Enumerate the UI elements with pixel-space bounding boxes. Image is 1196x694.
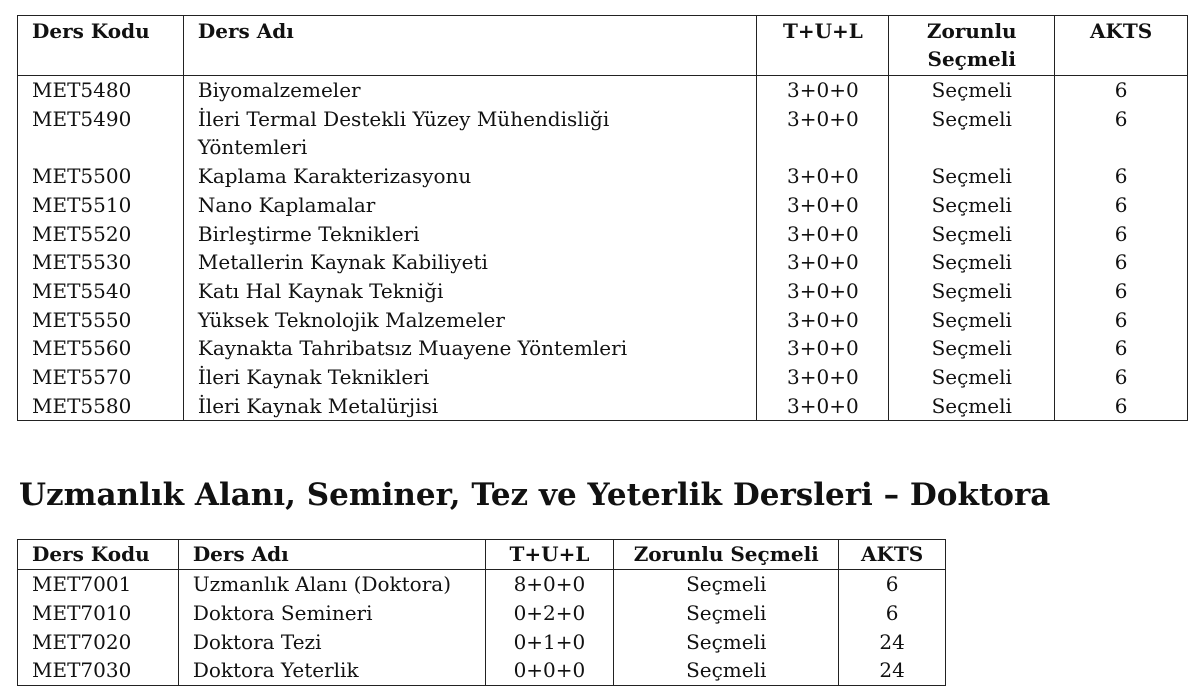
- course-tul: 3+0+0: [757, 392, 889, 421]
- course-code: MET5570: [18, 363, 184, 392]
- section-title: Uzmanlık Alanı, Seminer, Tez ve Yeterlik Dersleri – Doktora: [19, 477, 1051, 513]
- course-name-line2: Yöntemleri: [197, 135, 308, 160]
- course-name: [183, 76, 757, 105]
- course-type: Seçmeli: [889, 334, 1055, 363]
- course-name-line1: İleri Kaynak Metalürjisi: [197, 393, 439, 418]
- table-header-row: [18, 540, 946, 570]
- course-tul: 0+2+0: [485, 599, 614, 628]
- course-name: [183, 191, 757, 220]
- table-row: [18, 162, 1188, 191]
- course-ects: 6: [1055, 306, 1188, 335]
- course-name-line1: İleri Termal Destekli Yüzey Mühendisliği: [197, 106, 610, 131]
- header-course-type: Zorunlu Seçmeli: [614, 540, 839, 570]
- course-name-line1: Biyomalzemeler: [197, 78, 361, 102]
- course-name-line1: İleri Kaynak Teknikleri: [197, 365, 430, 390]
- course-type: Seçmeli: [889, 191, 1055, 220]
- course-name: [183, 363, 757, 392]
- header-course-code: Ders Kodu: [18, 16, 184, 76]
- course-type: Seçmeli: [889, 76, 1055, 105]
- course-tul: 0+0+0: [485, 656, 614, 685]
- course-name: [183, 392, 757, 421]
- course-ects: 6: [1055, 76, 1188, 105]
- course-code: MET7010: [18, 599, 179, 628]
- course-type: Seçmeli: [614, 599, 839, 628]
- course-type: Seçmeli: [889, 248, 1055, 277]
- course-name-line1: Nano Kaplamalar: [197, 192, 376, 217]
- course-tul: 3+0+0: [757, 220, 889, 249]
- course-name: [183, 248, 757, 277]
- header-type-line1: Zorunlu: [926, 19, 1017, 43]
- header-ects: AKTS: [1055, 16, 1188, 76]
- table-row: [18, 306, 1188, 335]
- course-code: MET5480: [18, 76, 184, 105]
- course-name: [183, 220, 757, 249]
- course-type: Seçmeli: [889, 220, 1055, 249]
- course-name: Doktora Semineri: [178, 599, 485, 628]
- course-type: Seçmeli: [614, 570, 839, 599]
- elective-courses-table: [17, 15, 1188, 421]
- course-ects: 6: [1055, 220, 1188, 249]
- table-body: [18, 76, 1188, 421]
- course-type: Seçmeli: [614, 628, 839, 657]
- header-course-code: Ders Kodu: [18, 540, 179, 570]
- course-code: MET5490: [18, 105, 184, 162]
- course-name-line1: Birleştirme Teknikleri: [197, 221, 420, 246]
- table-row: [18, 105, 1188, 162]
- course-tul: 3+0+0: [757, 363, 889, 392]
- course-type: Seçmeli: [889, 105, 1055, 162]
- course-name-line1: Yüksek Teknolojik Malzemeler: [197, 307, 505, 332]
- course-tul: 3+0+0: [757, 105, 889, 162]
- course-type: Seçmeli: [614, 656, 839, 685]
- header-tul: T+U+L: [757, 16, 889, 76]
- header-type-line2: Seçmeli: [927, 47, 1016, 71]
- course-tul: 8+0+0: [485, 570, 614, 599]
- course-name: Doktora Yeterlik: [178, 656, 485, 685]
- table-row: [18, 220, 1188, 249]
- doctoral-courses-table: [17, 539, 946, 686]
- course-code: MET5560: [18, 334, 184, 363]
- course-name: [183, 162, 757, 191]
- table-row: [18, 191, 1188, 220]
- course-ects: 6: [1055, 363, 1188, 392]
- header-course-type: [889, 16, 1055, 76]
- header-tul: T+U+L: [485, 540, 614, 570]
- course-type: Seçmeli: [889, 363, 1055, 392]
- course-tul: 3+0+0: [757, 76, 889, 105]
- table-row: [18, 628, 946, 657]
- table-header-row: [18, 16, 1188, 76]
- course-code: MET5500: [18, 162, 184, 191]
- course-name: [183, 105, 757, 162]
- course-name-line1: Metallerin Kaynak Kabiliyeti: [197, 250, 488, 275]
- table-row: [18, 570, 946, 599]
- course-tul: 3+0+0: [757, 306, 889, 335]
- course-ects: 6: [839, 599, 946, 628]
- course-name: Uzmanlık Alanı (Doktora): [178, 570, 485, 599]
- course-tul: 3+0+0: [757, 162, 889, 191]
- course-name: [183, 334, 757, 363]
- course-type: Seçmeli: [889, 162, 1055, 191]
- course-name-line1: Kaplama Karakterizasyonu: [197, 164, 472, 189]
- header-course-name: Ders Adı: [178, 540, 485, 570]
- course-code: MET7020: [18, 628, 179, 657]
- course-name: [183, 277, 757, 306]
- course-name: [183, 306, 757, 335]
- course-type: Seçmeli: [889, 306, 1055, 335]
- course-code: MET5580: [18, 392, 184, 421]
- course-tul: 3+0+0: [757, 248, 889, 277]
- course-ects: 6: [1055, 191, 1188, 220]
- table-row: [18, 76, 1188, 105]
- course-code: MET5510: [18, 191, 184, 220]
- course-code: MET5530: [18, 248, 184, 277]
- course-ects: 6: [1055, 248, 1188, 277]
- course-name-line1: Katı Hal Kaynak Tekniği: [197, 278, 444, 303]
- header-course-name: Ders Adı: [183, 16, 757, 76]
- table-row: [18, 363, 1188, 392]
- course-tul: 3+0+0: [757, 191, 889, 220]
- table-row: [18, 277, 1188, 306]
- course-type: Seçmeli: [889, 392, 1055, 421]
- course-ects: 24: [839, 656, 946, 685]
- course-code: MET5550: [18, 306, 184, 335]
- course-code: MET5520: [18, 220, 184, 249]
- table-row: [18, 656, 946, 685]
- course-tul: 3+0+0: [757, 334, 889, 363]
- table-body: [18, 570, 946, 686]
- course-name-line1: Kaynakta Tahribatsız Muayene Yöntemleri: [197, 336, 628, 361]
- course-code: MET7030: [18, 656, 179, 685]
- course-ects: 6: [1055, 392, 1188, 421]
- course-ects: 6: [1055, 105, 1188, 162]
- course-ects: 6: [839, 570, 946, 599]
- course-ects: 6: [1055, 277, 1188, 306]
- table-row: [18, 248, 1188, 277]
- course-tul: 0+1+0: [485, 628, 614, 657]
- course-ects: 6: [1055, 162, 1188, 191]
- table-row: [18, 599, 946, 628]
- course-tul: 3+0+0: [757, 277, 889, 306]
- table-row: [18, 334, 1188, 363]
- course-ects: 6: [1055, 334, 1188, 363]
- header-ects: AKTS: [839, 540, 946, 570]
- course-code: MET7001: [18, 570, 179, 599]
- course-type: Seçmeli: [889, 277, 1055, 306]
- course-ects: 24: [839, 628, 946, 657]
- course-code: MET5540: [18, 277, 184, 306]
- course-name: Doktora Tezi: [178, 628, 485, 657]
- table-row: [18, 392, 1188, 421]
